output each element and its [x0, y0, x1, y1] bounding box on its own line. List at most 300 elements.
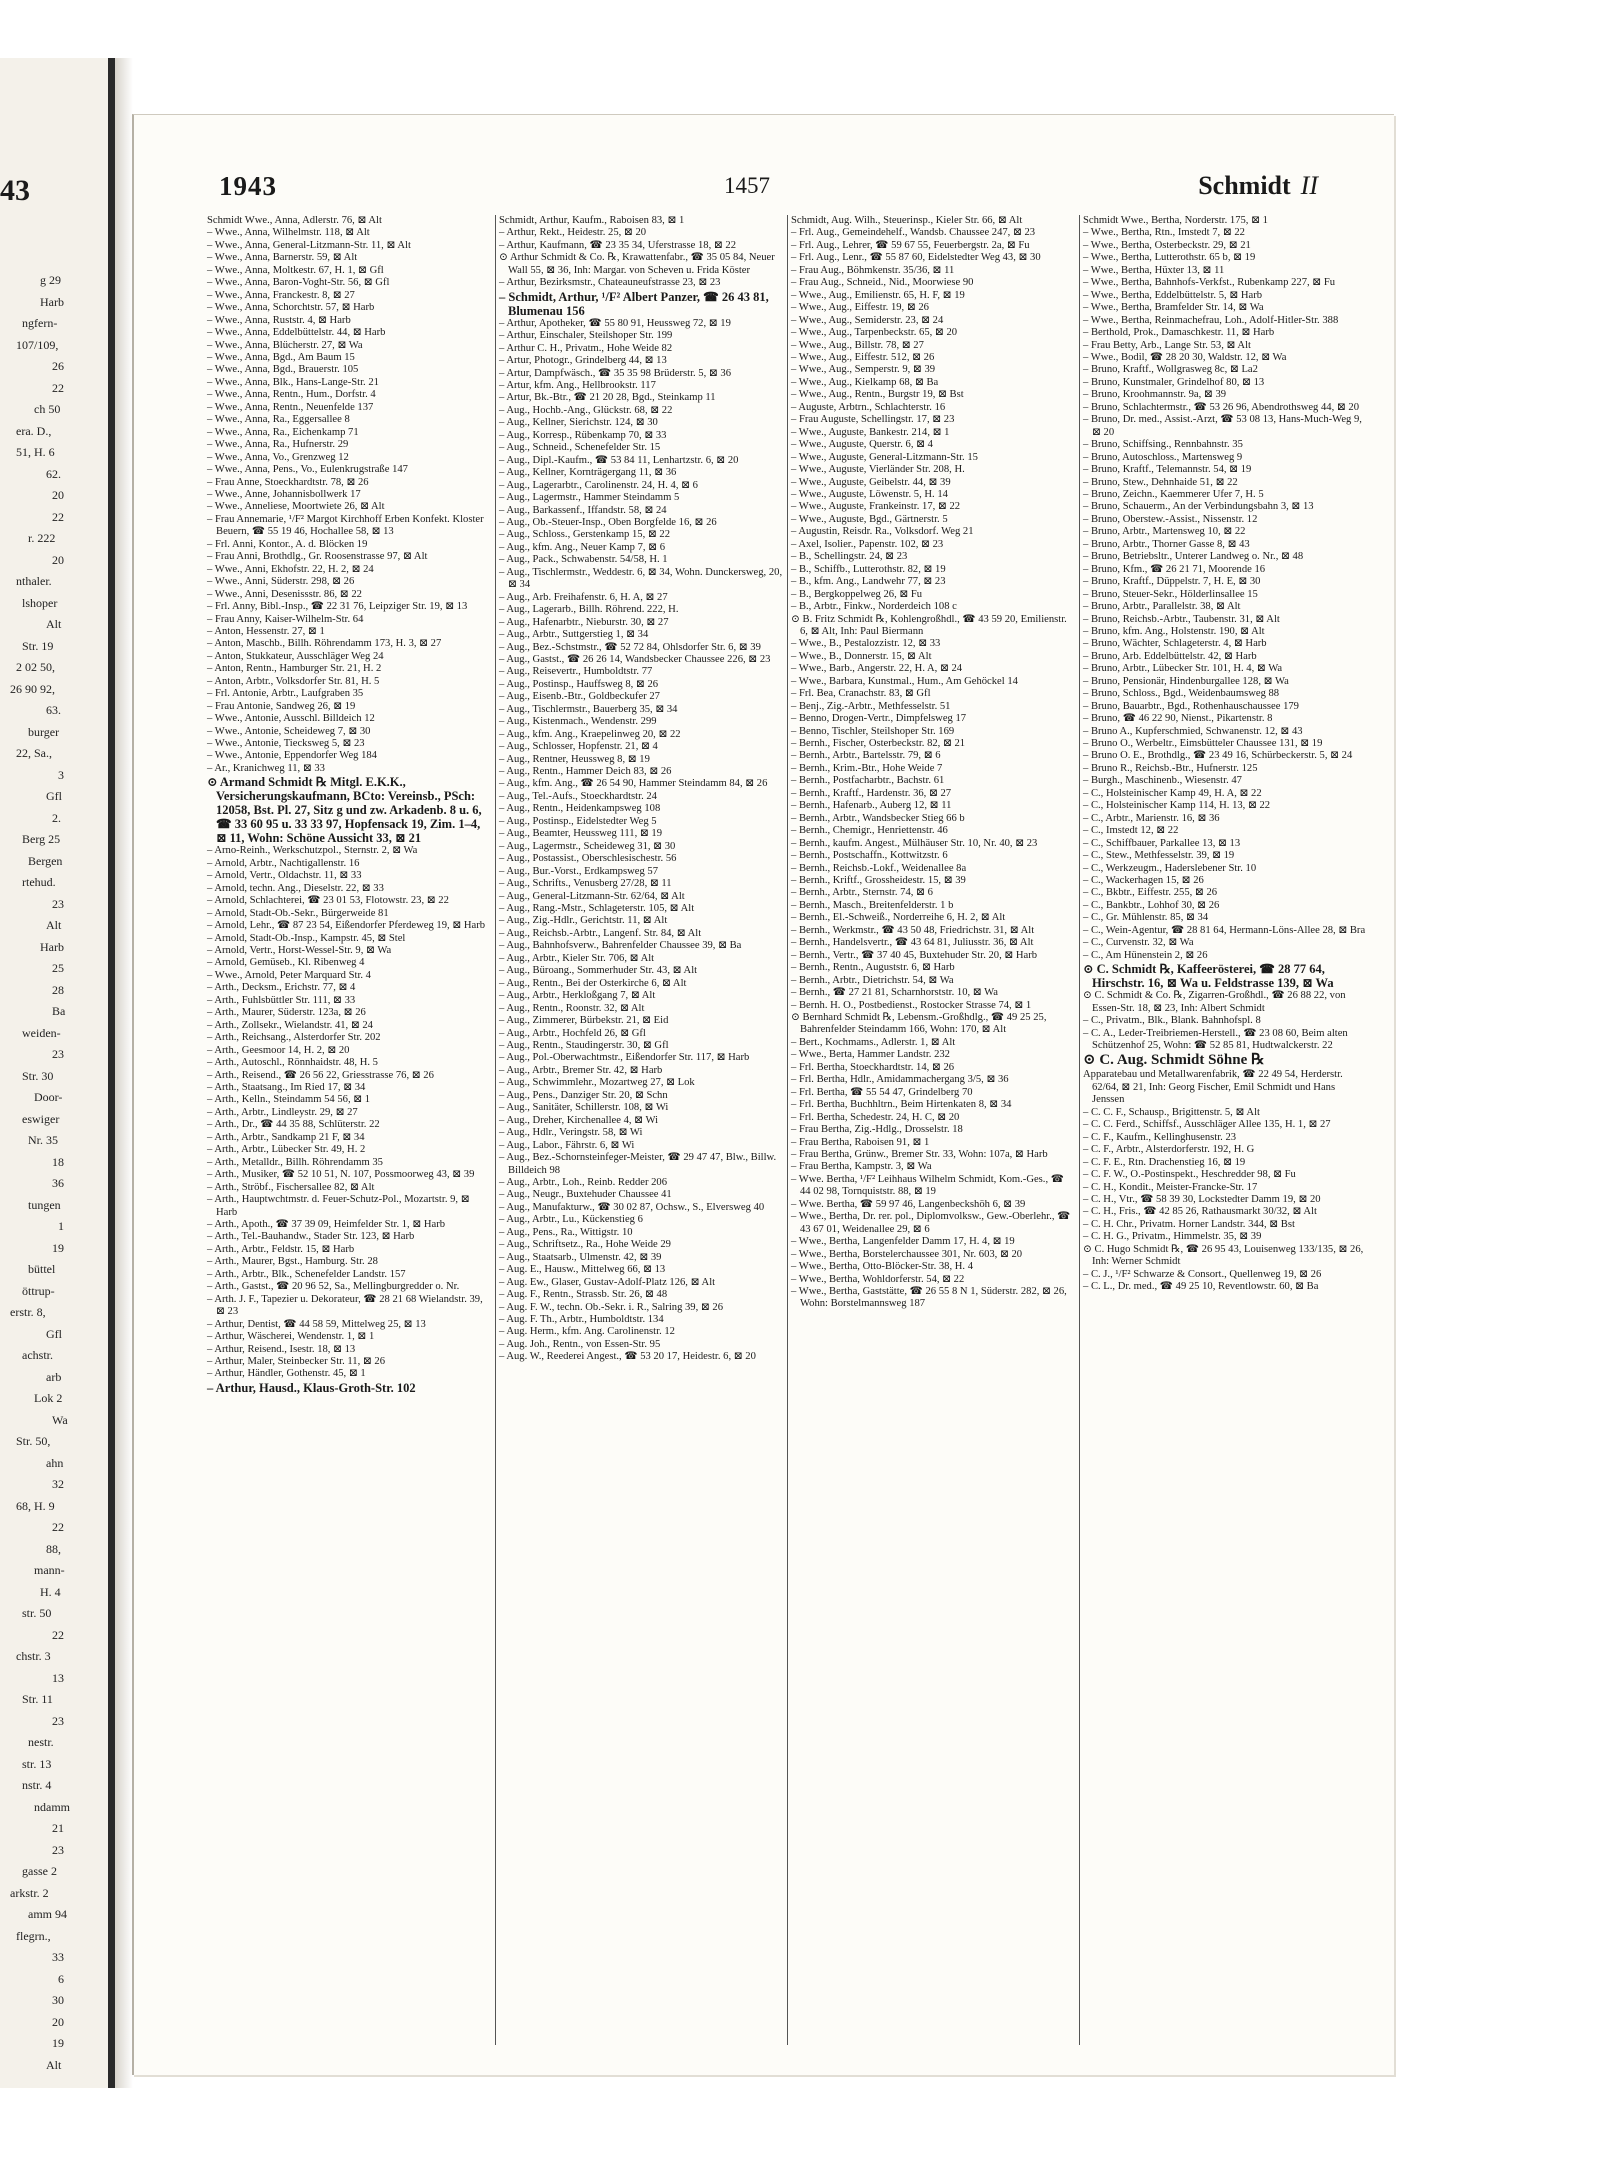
directory-entry: – Wwe., B., Donnerstr. 15, ⊠ Alt: [791, 650, 932, 662]
directory-entry: – Wwe., Bodil, ☎ 28 20 30, Waldstr. 12, ⊠ Wa: [1083, 351, 1287, 363]
adjacent-page-line: ahn: [46, 1455, 64, 1470]
directory-entry: – Frau Antonie, Sandweg 26, ⊠ 19: [207, 700, 356, 712]
directory-columns: [204, 215, 1374, 2045]
adjacent-page-line: 33: [52, 1950, 64, 1964]
directory-entry: – Bruno O. E., Brothdlg., ☎ 23 49 16, Schürbeckerstr. 5, ⊠ 24: [1083, 750, 1353, 762]
directory-entry: – Aug., Arbtr., Herkloßgang 7, ⊠ Alt: [499, 990, 656, 1002]
directory-entry: – Bruno, Schlachtermstr., ☎ 53 26 96, Abendrothsweg 44, ⊠ 20: [1083, 401, 1360, 413]
directory-entry: – Arthur, Hausd., Klaus-Groth-Str. 102: [207, 1380, 416, 1395]
directory-entry: – Berthold, Prok., Damaschkestr. 11, ⊠ Harb: [1083, 327, 1275, 339]
adjacent-page-line: achstr.: [22, 1348, 53, 1362]
directory-entry: – Aug., Arbtr., Suttgerstieg 1, ⊠ 34: [499, 629, 649, 641]
directory-entry: – Bruno, Arbtr., Martensweg 10, ⊠ 22: [1083, 526, 1246, 538]
adjacent-page-line: 32: [52, 1477, 64, 1491]
directory-entry: – C. F. W., O.-Postinspekt., Heschredder 98, ⊠ Fu: [1083, 1169, 1296, 1181]
directory-entry: – Frau Anny, Kaiser-Wilhelm-Str. 64: [207, 613, 364, 625]
directory-entry: – Arth., Arbtr., Sandkamp 21 F, ⊠ 34: [207, 1131, 365, 1143]
directory-entry: – Ar., Kranichweg 11, ⊠ 33: [207, 762, 325, 774]
directory-entry: – Frau Aug., Schneid., Nid., Moorwiese 90: [791, 277, 974, 289]
directory-entry: – Bruno, Dr. med., Assist.-Arzt, ☎ 53 08 13, Hans-Much-Weg 9, ⊠ 20: [1083, 414, 1362, 438]
directory-entry: – C. H., Fris., ☎ 42 85 26, Rathausmarkt 30/32, ⊠ Alt: [1083, 1206, 1317, 1218]
directory-entry: – Wwe., Auguste, Bgd., Gärtnerstr. 5: [791, 513, 948, 525]
directory-entry: – Wwe., Antonie, Scheideweg 7, ⊠ 30: [207, 725, 371, 737]
directory-entry: – Wwe., Anna, Rentn., Neuenfelde 137: [207, 401, 374, 413]
directory-entry: – Arnold, Stadt-Ob.-Insp., Kampstr. 45, ⊠ Stel: [207, 932, 406, 944]
adjacent-page-line: 22: [52, 380, 64, 395]
directory-entry: – Bruno, Betriebsltr., Unterer Landweg o. Nr., ⊠ 48: [1083, 551, 1304, 563]
directory-entry: ⊙ B. Fritz Schmidt ℞, Kohlengroßhdl., ☎ 43 59 20, Emilienstr. 6, ⊠ Alt, Inh: Paul Biermann: [791, 613, 1067, 637]
directory-entry: – Aug., Beamter, Heussweg 111, ⊠ 19: [499, 828, 663, 840]
directory-entry: – C., Curvenstr. 32, ⊠ Wa: [1083, 937, 1194, 949]
directory-entry: – Wwe., Aug., Semperstr. 9, ⊠ 39: [791, 364, 936, 376]
adjacent-page-line: 88,: [46, 1541, 61, 1556]
directory-entry: – Bruno, Kraftf., Wollgrasweg 8c, ⊠ La2: [1083, 364, 1258, 376]
directory-entry: – Arth., Gastst., ☎ 20 96 52, Sa., Mellingburgredder o. Nr.: [207, 1281, 460, 1293]
directory-entry: – Aug., Pol.-Oberwachtmstr., Eißendorfer Str. 117, ⊠ Harb: [499, 1052, 750, 1064]
adjacent-page-line: Str. 50,: [16, 1434, 51, 1448]
directory-entry: – Frl. Aug., Lehrer, ☎ 59 67 55, Feuerbergstr. 2a, ⊠ Fu: [791, 239, 1030, 251]
directory-entry: – Wwe., Antonie, Tiecksweg 5, ⊠ 23: [207, 738, 365, 750]
directory-entry: – Wwe., Auguste, Vierländer Str. 208, H.: [791, 464, 965, 476]
directory-entry: – C. A., Leder-Treibriemen-Herstell., ☎ 23 08 60, Beim alten Schützenhof 25, Wohn: ☎ 52 85 81, Hudtwalckerstr. 22: [1083, 1027, 1348, 1051]
directory-entry: – Bruno, Stew., Dehnhaide 51, ⊠ 22: [1083, 476, 1238, 488]
directory-entry: – Aug. E., Hausw., Mittelweg 66, ⊠ 13: [499, 1264, 666, 1276]
directory-entry: – Arthur, Rekt., Heidestr. 25, ⊠ 20: [499, 227, 647, 239]
directory-entry: – Bernh., Rentn., Auguststr. 6, ⊠ Harb: [791, 962, 955, 974]
adjacent-page-line: Door-: [34, 1090, 63, 1104]
page-number: 1457: [724, 173, 770, 198]
directory-entry: – B., Bergkoppelweg 26, ⊠ Fu: [791, 588, 923, 600]
directory-entry: – Bruno, Oberstew.-Assist., Nissenstr. 12: [1083, 513, 1258, 525]
directory-entry: – Artur, kfm. Ang., Hellbrookstr. 117: [499, 379, 656, 391]
adjacent-page-line: 6: [58, 1971, 64, 1986]
adjacent-page-line: Berg 25: [22, 832, 61, 846]
directory-entry: – Arth., Hauptwchtmstr. d. Feuer-Schutz-Pol., Mozartstr. 9, ⊠ Harb: [207, 1194, 470, 1218]
directory-entry: – Wwe., Aug., Billstr. 78, ⊠ 27: [791, 339, 924, 351]
directory-entry: – Aug. Ew., Glaser, Gustav-Adolf-Platz 126, ⊠ Alt: [499, 1276, 716, 1288]
directory-entry: – Bernh., Kriftf., Grossheidestr. 15, ⊠ 39: [791, 875, 966, 887]
directory-entry: – Arthur, Maler, Steinbecker Str. 11, ⊠ 26: [207, 1355, 385, 1367]
directory-entry: – Aug., Arb. Freihafenstr. 6, H. A, ⊠ 27: [499, 591, 668, 603]
directory-entry: – Wwe., Anna, Ra., Eichenkamp 71: [207, 426, 359, 438]
directory-entry: – Aug., Bur.-Vorst., Erdkampsweg 57: [499, 865, 658, 877]
adjacent-page-line: Str. 30: [22, 1068, 54, 1083]
adjacent-page-line: tungen: [28, 1197, 61, 1212]
directory-entry: – B., Schellingstr. 24, ⊠ 23: [791, 551, 908, 563]
directory-entry: – Bruno, Autoschloss., Martensweg 9: [1083, 451, 1243, 463]
directory-entry: – Arthur, Kaufmann, ☎ 23 35 34, Uferstrasse 18, ⊠ 22: [499, 239, 737, 251]
directory-entry: – Frau Bertha, Raboisen 91, ⊠ 1: [791, 1136, 930, 1148]
directory-entry: – Bruno, Zeichn., Kaemmerer Ufer 7, H. 5: [1083, 488, 1264, 500]
directory-entry: – Bruno, Pensionär, Hindenburgallee 128, ⊠ Wa: [1083, 675, 1289, 687]
directory-entry: – Arth., Tel.-Bauhandw., Stader Str. 123, ⊠ Harb: [207, 1231, 415, 1243]
directory-entry: – Frl. Bertha, Hdlr., Amidammachergang 3/5, ⊠ 36: [791, 1074, 1009, 1086]
adjacent-page-number: 43: [0, 174, 30, 207]
directory-entry: – Bruno, Arbtr., Parallelstr. 38, ⊠ Alt: [1083, 601, 1241, 613]
directory-entry: – C. F., Kaufm., Kellinghusenstr. 23: [1083, 1131, 1237, 1143]
directory-entry: – Aug., Kellner, Sierichstr. 124, ⊠ 30: [499, 417, 658, 429]
directory-entry: – Bruno, Steuer-Sekr., Hölderlinsallee 15: [1083, 588, 1258, 600]
directory-entry: – Aug., Zig.-Hdlr., Gerichtstr. 11, ⊠ Alt: [499, 915, 668, 927]
directory-entry: – Wwe., Bertha, Osterbeckstr. 29, ⊠ 21: [1083, 239, 1251, 251]
directory-entry: – Aug. F. W., techn. Ob.-Sekr. i. R., Salring 39, ⊠ 26: [499, 1301, 724, 1313]
directory-entry: – Aug., Bez.-Schornsteinfeger-Meister, ☎ 29 47 47, Blw., Billw. Billdeich 98: [499, 1152, 777, 1176]
directory-entry: – Wwe., Anne, Johannisbollwerk 17: [207, 488, 361, 500]
adjacent-page-line: 23: [52, 1047, 64, 1061]
directory-entry: – Bernh., Krim.-Btr., Hohe Weide 7: [791, 762, 943, 774]
adjacent-page-line: g 29: [40, 273, 61, 287]
directory-entry: – Aug., Lagermstr., Hammer Steindamm 5: [499, 492, 680, 504]
adjacent-page-line: arb: [46, 1369, 62, 1384]
adjacent-page-line: 23: [52, 896, 64, 911]
book-gutter: [115, 58, 133, 2088]
directory-entry: – Wwe., Auguste, Löwenstr. 5, H. 14: [791, 488, 948, 500]
directory-entry: – Aug., Bahnhofsverw., Bahrenfelder Chaussee 39, ⊠ Ba: [499, 940, 742, 952]
directory-entry: – Wwe., Anneliese, Moortwiete 26, ⊠ Alt: [207, 501, 385, 513]
directory-entry: – Aug., Schloss., Gerstenkamp 15, ⊠ 22: [499, 529, 671, 541]
directory-entry: – Aug., Barkassenf., Iffandstr. 58, ⊠ 24: [499, 504, 667, 516]
directory-entry: – Aug., Reichsb.-Arbtr., Langenf. Str. 84, ⊠ Alt: [499, 927, 702, 939]
directory-entry: – Wwe., Anna, Vo., Grenzweg 12: [207, 451, 349, 463]
directory-entry: – Wwe., Auguste, General-Litzmann-Str. 15: [791, 451, 978, 463]
directory-entry: – Aug., Dreher, Kirchenallee 4, ⊠ Wi: [499, 1114, 659, 1126]
directory-entry: – Bruno, Kfm., ☎ 26 21 71, Moorende 16: [1083, 563, 1266, 575]
directory-entry: – Aug., Rentn., Staudingerstr. 30, ⊠ Gfl: [499, 1040, 669, 1051]
adjacent-page-line: nthaler.: [16, 574, 52, 588]
directory-entry: – Aug. F., Rentn., Strassb. Str. 26, ⊠ 48: [499, 1289, 668, 1301]
adjacent-page-line: Alt: [46, 2057, 62, 2072]
directory-entry: – Bernh., Vertr., ☎ 37 40 45, Buxtehuder Str. 20, ⊠ Harb: [791, 949, 1038, 961]
directory-entry: – Arth., Autoschl., Rönnhaidstr. 48, H. 5: [207, 1057, 378, 1069]
directory-entry: – Wwe., Anna, Moltkestr. 67, H. 1, ⊠ Gfl: [207, 264, 384, 276]
adjacent-page-line: Harb: [40, 939, 64, 954]
adjacent-page-line: Gfl: [46, 789, 62, 803]
directory-entry: – C. F. E., Rtn. Drachenstieg 16, ⊠ 19: [1083, 1156, 1246, 1168]
adjacent-page-line: 23: [52, 1713, 64, 1728]
directory-entry: – Aug., Eisenb.-Btr., Goldbeckufer 27: [499, 691, 660, 703]
adjacent-page-line: 36: [52, 1176, 64, 1190]
directory-entry: – Bruno, ☎ 46 22 90, Nienst., Pikartenstr. 8: [1083, 713, 1273, 725]
directory-entry: – Aug. Herm., kfm. Ang. Carolinenstr. 12: [499, 1326, 675, 1338]
directory-entry: – Wwe., Bertha, Reinmachefrau, Loh., Adolf-Hitler-Str. 388: [1083, 314, 1339, 326]
directory-entry: – Bruno, Arbtr., Lübecker Str. 101, H. 4, ⊠ Wa: [1083, 663, 1283, 675]
directory-entry: – Bernh., Postschaffn., Kottwitzstr. 6: [791, 850, 948, 862]
directory-entry: – Frau Anne, Stoeckhardtstr. 78, ⊠ 26: [207, 476, 369, 488]
directory-entry: – Wwe., Barb., Angerstr. 22, H. A, ⊠ 24: [791, 663, 963, 675]
directory-entry: – Wwe., Aug., Semiderstr. 23, ⊠ 24: [791, 314, 944, 326]
directory-entry: – Arth., Staatsang., Im Ried 17, ⊠ 34: [207, 1082, 366, 1093]
directory-page: [132, 114, 1394, 2075]
directory-entry: – Wwe., Bertha, Bramfelder Str. 14, ⊠ Wa: [1083, 302, 1264, 314]
directory-entry: – Aug., Pens., Ra., Wittigstr. 10: [499, 1226, 633, 1238]
directory-entry: – Frau Aug., Böhmkenstr. 35/36, ⊠ 11: [791, 264, 955, 276]
directory-entry: – Frl. Anny, Bibl.-Insp., ☎ 22 31 76, Leipziger Str. 19, ⊠ 13: [207, 601, 468, 613]
directory-entry: – Wwe., Antonie, Eppendorfer Weg 184: [207, 750, 377, 762]
adjacent-page-line: str. 50: [22, 1606, 52, 1620]
adjacent-page-line: nestr.: [28, 1735, 54, 1749]
directory-entry: – Arnold, Arbtr., Nachtigallenstr. 16: [207, 857, 360, 869]
adjacent-page-line: erstr. 8,: [10, 1305, 46, 1319]
directory-entry: – C. J., ¹/F² Schwarze & Consort., Quellenweg 19, ⊠ 26: [1083, 1268, 1322, 1280]
adjacent-page-line: 25: [52, 961, 64, 975]
directory-entry: – Aug., Labor., Fährstr. 6, ⊠ Wi: [499, 1139, 635, 1151]
directory-entry: ⊙ C. Schmidt & Co. ℞, Zigarren-Großhdl., ☎ 26 88 22, von Essen-Str. 18, ⊠ 23, Inh: Albert Schmidt: [1083, 990, 1346, 1014]
directory-entry: – Anton, Stukkateur, Ausschläger Weg 24: [207, 650, 384, 662]
directory-entry: – Arth., Fuhlsbüttler Str. 111, ⊠ 33: [207, 994, 356, 1006]
directory-entry: – Bruno, Reichsb.-Arbtr., Taubenstr. 31, ⊠ Alt: [1083, 613, 1280, 625]
adjacent-page-line: Str. 11: [22, 1692, 53, 1706]
directory-entry: ⊙ Armand Schmidt ℞ Mitgl. E.K.K., Versicherungskaufmann, BCto: Vereinsb., PSch: 12058, Bst. Pl. 27, Sitz g und zw. Arkadenb. 8 u. 6, ☎ 33 60 95 u. 33 33 97, Hopfensack 19, Zim. 1–4, ⊠ 11, Wohn: Schöne Aussicht 33, ⊠ 21: [207, 775, 482, 846]
directory-entry: – Wwe., Antonie, Ausschl. Billdeich 12: [207, 713, 375, 725]
directory-entry: – Wwe., Anna, Bgd., Am Baum 15: [207, 351, 355, 363]
directory-entry: – Frau Bertha, Kampstr. 3, ⊠ Wa: [791, 1161, 932, 1173]
adjacent-page-line: arkstr. 2: [10, 1885, 49, 1900]
directory-entry: – Aug., Tel.-Aufs., Stoeckhardtstr. 24: [499, 790, 657, 802]
directory-entry: – Arnold, Schlachterei, ☎ 23 01 53, Flotowstr. 23, ⊠ 22: [207, 895, 449, 907]
directory-entry: – C., Bkbtr., Eiffestr. 255, ⊠ 26: [1083, 887, 1218, 899]
directory-entry: – Frau Bertha, Grünw., Bremer Str. 33, Wohn: 107a, ⊠ Harb: [791, 1148, 1048, 1160]
adjacent-page-line: 63.: [46, 703, 61, 717]
directory-entry: – Arth., Arbtr., Lindleystr. 29, ⊠ 27: [207, 1106, 358, 1118]
adjacent-page-line: Ba: [52, 1004, 66, 1018]
directory-entry: – Wwe., Anna, Franckestr. 8, ⊠ 27: [207, 289, 355, 301]
directory-entry: – Frl. Aug., Gemeindehelf., Wandsb. Chaussee 247, ⊠ 23: [791, 227, 1036, 239]
directory-entry: – Bernh., Masch., Breitenfelderstr. 1 b: [791, 899, 954, 911]
adjacent-page-line: ngfern-: [22, 316, 58, 330]
directory-entry: ⊙ Arthur Schmidt & Co. ℞, Krawattenfabr., ☎ 35 05 84, Neuer Wall 55, ⊠ 36, Inh: Margar. von Scheven u. Frida Köster: [499, 252, 775, 276]
directory-entry: – Wwe., Bertha, Eddelbüttelstr. 5, ⊠ Harb: [1083, 289, 1263, 301]
directory-entry: – C., Gr. Mühlenstr. 85, ⊠ 34: [1083, 912, 1209, 924]
directory-entry: – Bernh., Reichsb.-Lokf., Weidenallee 8a: [791, 862, 967, 874]
directory-entry: – Aug., Tischlermstr., Weddestr. 6, ⊠ 34, Wohn. Dunckersweg, 20, ⊠ 34: [499, 566, 783, 591]
adjacent-page-line: öttrup-: [22, 1283, 55, 1298]
directory-entry: – Aug., Schrifts., Venusberg 27/28, ⊠ 11: [499, 878, 672, 890]
directory-entry: – Aug., Ob.-Steuer-Insp., Oben Borgfelde 16, ⊠ 26: [499, 516, 717, 528]
directory-entry: – Bruno, Arbtr., Thorner Gasse 8, ⊠ 43: [1083, 538, 1250, 550]
directory-entry: – B., Arbtr., Finkw., Norderdeich 108 c: [791, 601, 957, 613]
directory-entry: – Wwe. Bertha, ☎ 59 97 46, Langenbeckshöh 6, ⊠ 39: [791, 1198, 1026, 1210]
directory-entry: – Aug., Kistenmach., Wendenstr. 299: [499, 716, 657, 728]
adjacent-page-line: 21: [52, 1821, 64, 1835]
directory-entry: – Arnold, Stadt-Ob.-Sekr., Bürgerweide 81: [207, 907, 389, 919]
adjacent-page-line: 20: [52, 552, 64, 567]
directory-entry: – Artur, Dampfwäsch., ☎ 35 35 98 Brüderstr. 5, ⊠ 36: [499, 367, 732, 379]
adjacent-page-line: 51, H. 6: [16, 445, 55, 459]
directory-entry: – C., Privatm., Blk., Blank. Bahnhofspl. 8: [1083, 1015, 1261, 1027]
directory-entry: – Arnold, Vertr., Oldachstr. 11, ⊠ 33: [207, 870, 362, 882]
directory-entry: – Aug., Hafenarbtr., Nieburstr. 30, ⊠ 27: [499, 616, 669, 628]
adjacent-page-line: Str. 19: [22, 638, 54, 653]
directory-entry: – Wwe., Aug., Kielkamp 68, ⊠ Ba: [791, 376, 939, 388]
directory-entry: – C., Werkzeugm., Haderslebener Str. 10: [1083, 862, 1257, 874]
adjacent-page-line: Alt: [46, 617, 62, 631]
directory-entry: – Bernh., ☎ 27 21 81, Scharnhorststr. 10, ⊠ Wa: [791, 987, 998, 999]
directory-entry: – Wwe., Barbara, Kunstmal., Hum., Am Gehöckel 14: [791, 675, 1018, 687]
directory-entry: – Bruno, Arb. Eddelbüttelstr. 42, ⊠ Harb: [1083, 650, 1257, 662]
directory-entry: – Wwe., Anna, Wilhelmstr. 118, ⊠ Alt: [207, 227, 370, 239]
adjacent-page-line: chstr. 3: [16, 1649, 51, 1663]
directory-entry: – Benj., Zig.-Arbtr., Methfesselstr. 51: [791, 700, 951, 712]
directory-entry: – Aug., Arbtr., Hochfeld 26, ⊠ Gfl: [499, 1027, 646, 1039]
directory-entry: – Bernh., Fischer, Osterbeckstr. 82, ⊠ 21: [791, 738, 966, 750]
adjacent-page-line: 62.: [46, 466, 61, 481]
directory-entry: – Wwe., Bertha, Otto-Blöcker-Str. 38, H. 4: [791, 1261, 974, 1273]
directory-entry: – Arth., Kelln., Steindamm 54 56, ⊠ 1: [207, 1094, 371, 1106]
directory-entry: Apparatebau und Metallwarenfabrik, ☎ 22 49 54, Herderstr. 62/64, ⊠ 21, Inh: Georg Fischer, Emil Schmidt und Hans Jenssen: [1083, 1069, 1343, 1106]
directory-entry: – Anton, Arbtr., Volksdorfer Str. 81, H. 5: [207, 675, 380, 687]
directory-entry: – Aug. Joh., Rentn., von Essen-Str. 95: [499, 1338, 661, 1350]
directory-entry: – Aug., Tischlermstr., Bauerberg 35, ⊠ 34: [499, 703, 678, 715]
directory-entry: – Frau Annemarie, ¹/F² Margot Kirchhoff Erben Konfekt. Kloster Beuern, ☎ 55 19 46, Hochallee 58, ⊠ 13: [207, 513, 484, 538]
adjacent-page-line: r. 222: [28, 531, 56, 545]
adjacent-page-line: burger: [28, 724, 60, 739]
directory-entry: ⊙ C. Schmidt ℞, Kaffeerösterei, ☎ 28 77 64, Hirschstr. 16, ⊠ Wa u. Feldstrasse 139, ⊠ Wa: [1083, 962, 1334, 991]
directory-entry: – Frau Auguste, Schellingstr. 17, ⊠ 23: [791, 414, 955, 426]
adjacent-page-line: lshoper: [22, 595, 58, 610]
directory-entry: – Wwe., Auguste, Frankeinstr. 17, ⊠ 22: [791, 501, 961, 513]
directory-entry: – C., Holsteinischer Kamp 114, H. 13, ⊠ 22: [1083, 800, 1271, 812]
directory-entry: – Aug., Staatsarb., Ulmenstr. 42, ⊠ 39: [499, 1251, 662, 1263]
adjacent-page-line: 30: [52, 1993, 64, 2007]
directory-entry: – Arth., Arbtr., Feldstr. 15, ⊠ Harb: [207, 1243, 355, 1255]
directory-entry: – Bernh., El.-Schweiß., Norderreihe 6, H. 2, ⊠ Alt: [791, 912, 1006, 924]
adjacent-page-line: eswiger: [22, 1111, 60, 1126]
directory-entry: – Wwe., Anna, Pens., Vo., Eulenkrugstraße 147: [207, 464, 408, 476]
directory-entry: – Wwe., Bertha, Gaststätte, ☎ 26 55 8 N 1, Süderstr. 282, ⊠ 26, Wohn: Borstelmannsweg 187: [791, 1285, 1067, 1310]
directory-entry: Schmidt, Arthur, Kaufm., Raboisen 83, ⊠ 1: [499, 215, 685, 226]
directory-entry: – Wwe., Auguste, Bankestr. 214, ⊠ 1: [791, 426, 950, 438]
directory-entry: – Arthur, Dentist, ☎ 44 58 59, Mittelweg 25, ⊠ 13: [207, 1318, 426, 1330]
adjacent-page-line: 22: [52, 509, 64, 524]
directory-entry: – C., Schiffbauer, Parkallee 13, ⊠ 13: [1083, 837, 1241, 849]
directory-entry: – Axel, Isolier., Papenstr. 102, ⊠ 23: [791, 538, 944, 550]
directory-entry: – Anton, Maschb., Billh. Röhrendamm 173, H. 3, ⊠ 27: [207, 638, 442, 650]
directory-entry: – Aug., Arbtr., Loh., Reinb. Redder 206: [499, 1176, 668, 1188]
directory-entry: – Arthur, Einschaler, Steilshoper Str. 199: [499, 330, 673, 342]
adjacent-page-strip: [0, 58, 115, 2088]
directory-entry: – Bruno A., Kupferschmied, Schwanenstr. 12, ⊠ 43: [1083, 725, 1303, 737]
directory-entry: – C., Stew., Methfesselstr. 39, ⊠ 19: [1083, 850, 1235, 862]
directory-entry: Schmidt Wwe., Bertha, Norderstr. 175, ⊠ 1: [1083, 215, 1268, 226]
adjacent-page-line: 26: [52, 359, 64, 373]
directory-entry: – Bruno, Schauerm., An der Verbindungsbahn 3, ⊠ 13: [1083, 501, 1314, 513]
directory-entry: – Arthur, Reisend., Isestr. 18, ⊠ 13: [207, 1343, 356, 1355]
directory-entry: – Aug., General-Litzmann-Str. 62/64, ⊠ Alt: [499, 890, 685, 902]
directory-entry: – Arth., Apoth., ☎ 37 39 09, Heimfelder Str. 1, ⊠ Harb: [207, 1218, 446, 1230]
directory-entry: – Bernh. H. O., Postbedienst., Rostocker Strasse 74, ⊠ 1: [791, 999, 1032, 1011]
directory-entry: – Aug., Lagermstr., Scheideweg 31, ⊠ 30: [499, 840, 676, 852]
directory-entry: – Bruno, Schloss., Bgd., Weidenbaumsweg 88: [1083, 688, 1280, 700]
adjacent-page-line: 68, H. 9: [16, 1498, 55, 1513]
directory-entry: – Aug., Lagerarb., Billh. Röhrend. 222, H.: [499, 604, 679, 616]
directory-entry: – Burgh., Maschinenb., Wiesenstr. 47: [1083, 775, 1242, 787]
directory-entry: – Bert., Kochmams., Adlerstr. 1, ⊠ Alt: [791, 1036, 956, 1048]
directory-entry: – Aug., Manufakturw., ☎ 30 02 87, Ochsw., S., Elversweg 40: [499, 1201, 765, 1213]
directory-entry: – Frau Bertha, Zig.-Hdlg., Drosselstr. 18: [791, 1124, 963, 1136]
adjacent-page-line: Alt: [46, 918, 62, 932]
directory-entry: – Wwe., Anni, Ekhofstr. 22, H. 2, ⊠ 24: [207, 563, 374, 575]
directory-entry: – Benno, Drogen-Vertr., Dimpfelsweg 17: [791, 713, 967, 725]
directory-entry: – Bernh., Hafenarb., Auberg 12, ⊠ 11: [791, 800, 952, 812]
directory-entry: – Aug., Schriftsetz., Ra., Hohe Weide 29: [499, 1239, 671, 1251]
adjacent-page-line: 3: [58, 767, 64, 782]
directory-entry: – Arnold, Gemüseb., Kl. Ribenweg 4: [207, 957, 365, 969]
directory-entry: – Aug., Lagerarbtr., Carolinenstr. 24, H. 4, ⊠ 6: [499, 479, 698, 491]
directory-entry: ⊙ C. Hugo Schmidt ℞, ☎ 26 95 43, Louisenweg 133/135, ⊠ 26, Inh: Werner Schmidt: [1083, 1243, 1364, 1268]
directory-entry: – Arth., Ströbf., Fischersallee 82, ⊠ Alt: [207, 1181, 375, 1193]
adjacent-page-line: 13: [52, 1670, 64, 1685]
adjacent-page-line: 20: [52, 488, 64, 502]
directory-entry: – Aug., Pack., Schwabenstr. 54/58, H. 1: [499, 554, 668, 566]
directory-entry: – Aug., Kellner, Kornträgergang 11, ⊠ 36: [499, 467, 677, 479]
directory-entry: – Wwe., Aug., Emilienstr. 65, H. F, ⊠ 19: [791, 289, 965, 301]
directory-entry: – Wwe., Bertha, Bahnhofs-Verkfst., Rubenkamp 227, ⊠ Fu: [1083, 277, 1336, 289]
adjacent-page-line: mann-: [34, 1563, 65, 1577]
directory-entry: – Arth., Maurer, Bgst., Hamburg. Str. 28: [207, 1256, 378, 1268]
directory-entry: – Arthur, Händler, Gothenstr. 45, ⊠ 1: [207, 1368, 366, 1380]
directory-entry: – Frl. Antonie, Arbtr., Laufgraben 35: [207, 688, 364, 700]
directory-entry: – Frl. Bertha, Stoeckhardtstr. 14, ⊠ 26: [791, 1061, 955, 1073]
adjacent-page-line: weiden-: [22, 1025, 61, 1040]
directory-entry: – C., Imstedt 12, ⊠ 22: [1083, 825, 1179, 837]
directory-entry: – C., Wein-Agentur, ☎ 28 81 64, Hermann-Löns-Allee 28, ⊠ Bra: [1083, 924, 1366, 936]
directory-entry: – C. F., Arbtr., Alsterdorferstr. 192, H. G: [1083, 1144, 1255, 1156]
column-2: [496, 215, 788, 2045]
directory-entry: – Wwe., Auguste, Geibelstr. 44, ⊠ 39: [791, 476, 951, 488]
directory-entry: – Arth., Reisend., ☎ 26 56 22, Griesstrasse 76, ⊠ 26: [207, 1069, 434, 1081]
directory-entry: – Wwe. Bertha, ¹/F² Leihhaus Wilhelm Schmidt, Kom.-Ges., ☎ 44 02 98, Tornquiststr. 88, ⊠ 19: [791, 1173, 1064, 1198]
directory-entry: – Arthur, Bezirksmstr., Chateauneufstrasse 23, ⊠ 23: [499, 277, 721, 289]
directory-entry: – Auguste, Arbtrn., Schlachterstr. 16: [791, 401, 946, 413]
directory-entry: – Aug., Hdlr., Veringstr. 58, ⊠ Wi: [499, 1127, 643, 1139]
directory-entry: – C. C. Ferd., Schiffsf., Ausschläger Allee 135, H. 1, ⊠ 27: [1083, 1119, 1331, 1131]
directory-entry: – Wwe., Arnold, Peter Marquard Str. 4: [207, 969, 371, 981]
directory-entry: Schmidt, Aug. Wilh., Steuerinsp., Kieler Str. 66, ⊠ Alt: [791, 215, 1023, 226]
adjacent-page-line: 22: [52, 1520, 64, 1534]
directory-entry: – Aug., Gastst., ☎ 26 26 14, Wandsbecker Chaussee 226, ⊠ 23: [499, 653, 771, 665]
directory-entry: – Bruno, Kunstmaler, Grindelhof 80, ⊠ 13: [1083, 376, 1265, 388]
column-4: [1080, 215, 1372, 2045]
adjacent-page-line: 26 90 92,: [10, 681, 55, 696]
adjacent-page-line: 23: [52, 1842, 64, 1857]
directory-entry: – Aug., Postinsp., Hauffsweg 8, ⊠ 26: [499, 678, 659, 690]
adjacent-page-line: ndamm: [34, 1799, 70, 1814]
directory-entry: – Frl. Bertha, Schedestr. 24, H. C, ⊠ 20: [791, 1111, 960, 1123]
directory-entry: – Aug., Rentner, Heussweg 8, ⊠ 19: [499, 753, 650, 765]
directory-entry: – Wwe., Bertha, Langenfelder Damm 17, H. 4, ⊠ 19: [791, 1236, 1015, 1248]
directory-entry: – Wwe., Anni, Desenissstr. 86, ⊠ 22: [207, 588, 362, 600]
page-header: [134, 171, 1394, 211]
directory-entry: – Bruno, Kraftf., Düppelstr. 7, H. E, ⊠ 30: [1083, 576, 1261, 588]
directory-entry: – Bruno, Kroohmannstr. 9a, ⊠ 39: [1083, 389, 1227, 401]
adjacent-page-line: 20: [52, 2014, 64, 2029]
header-year: 1943: [219, 171, 277, 201]
directory-entry: – Wwe., Anna, Barnerstr. 59, ⊠ Alt: [207, 252, 358, 264]
directory-entry: – Aug., Schwimmlehr., Mozartweg 27, ⊠ Lok: [499, 1077, 695, 1089]
directory-entry: – C. L., Dr. med., ☎ 49 25 10, Reventlowstr. 60, ⊠ Ba: [1083, 1281, 1319, 1293]
directory-entry: – Aug., Rang.-Mstr., Schlageterstr. 105, ⊠ Alt: [499, 903, 695, 915]
directory-entry: – Arth., Musiker, ☎ 52 10 51, N. 107, Possmoorweg 43, ⊠ 39: [207, 1169, 475, 1181]
directory-entry: – Wwe., Anna, Baron-Voght-Str. 56, ⊠ Gfl: [207, 277, 390, 289]
directory-entry: – Arth., Maurer, Süderstr. 123a, ⊠ 26: [207, 1007, 366, 1019]
adjacent-page-line: 2.: [52, 810, 61, 825]
directory-entry: – Aug., Rentn., Roonstr. 32, ⊠ Alt: [499, 1002, 645, 1014]
directory-entry: – Arth., Geesmoor 14, H. 2, ⊠ 20: [207, 1044, 350, 1056]
directory-entry: – Wwe., Aug., Tarpenbeckstr. 65, ⊠ 20: [791, 327, 958, 339]
directory-entry: – Benno, Tischler, Steilshoper Str. 169: [791, 725, 955, 737]
directory-entry: – C., Arbtr., Marienstr. 16, ⊠ 36: [1083, 812, 1220, 824]
directory-entry: – Bruno R., Reichsb.-Btr., Hufnerstr. 125: [1083, 762, 1258, 774]
